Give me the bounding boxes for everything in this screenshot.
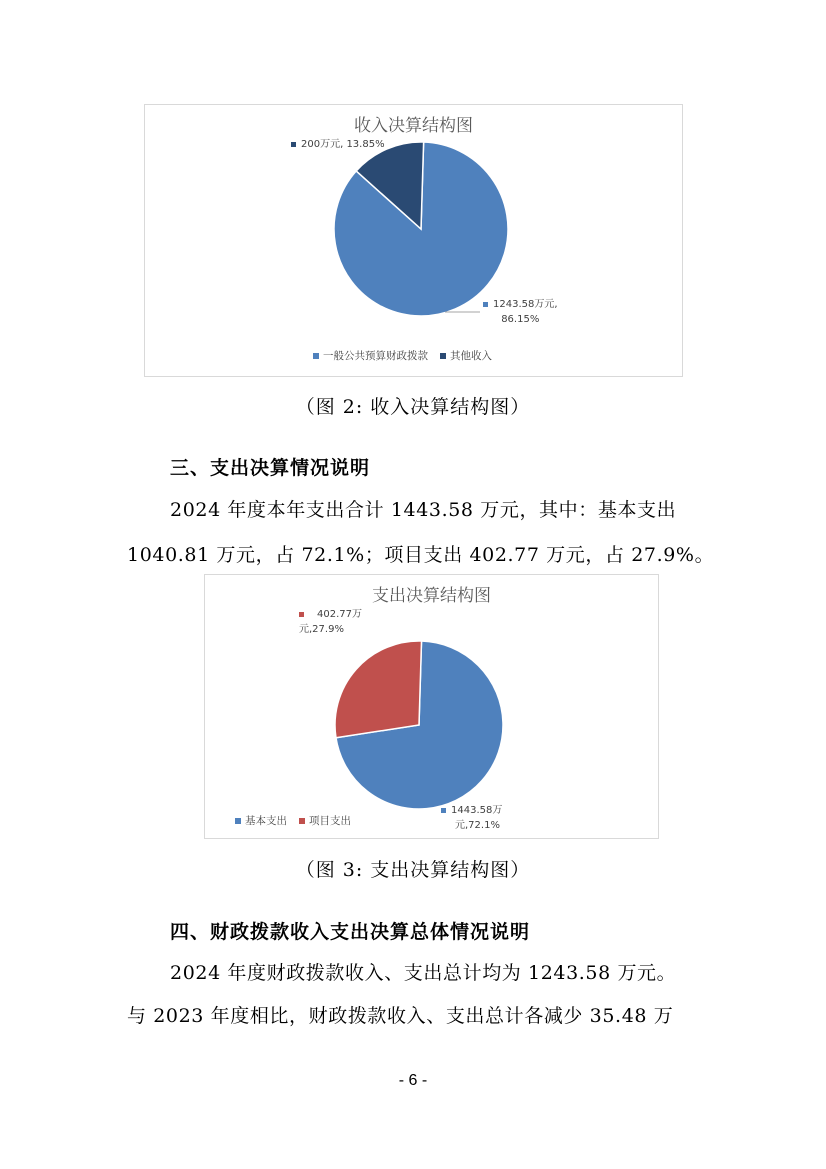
data-label-text: 86.15% [501,314,540,325]
legend-item [235,813,287,828]
legend-swatch [313,353,319,359]
label-marker [291,142,296,147]
data-label-general [483,297,558,327]
chart-legend [235,813,363,828]
data-label-project [299,607,362,637]
data-label-text: 元,27.9% [299,624,344,635]
section-heading: 三、支出决算情况说明 [170,457,371,479]
legend-item [299,813,351,828]
label-marker [299,612,304,617]
legend-swatch [299,818,305,824]
income-chart [144,104,683,377]
label-marker [483,302,488,307]
legend-label: 基本支出 [245,815,287,827]
data-label-text: 200万元, 13.85% [301,139,385,150]
paragraph-line: 1040.81 万元，占 72.1%；项目支出 402.77 万元，占 27.9%。 [127,544,715,566]
expenditure-chart [204,574,659,839]
data-label-text: 1443.58万 [451,805,503,816]
page-number: - 6 - [398,1072,428,1089]
legend-item [313,348,428,363]
paragraph-line: 2024 年度本年支出合计 1443.58 万元，其中：基本支出 [170,499,677,521]
section-heading: 四、财政拨款收入支出决算总体情况说明 [170,921,531,943]
expenditure-pie [205,575,658,838]
label-marker [441,808,446,813]
data-label-text: 402.77万 [317,609,362,620]
legend-label: 项目支出 [309,815,351,827]
legend-swatch [440,353,446,359]
chart-title: 收入决算结构图 [354,116,473,136]
figure-caption: （图 3: 支出决算结构图） [295,859,531,881]
income-pie [145,105,682,376]
paragraph-line: 与 2023 年度相比，财政拨款收入、支出总计各减少 35.48 万 [127,1005,674,1027]
data-label-text: 元,72.1% [455,820,500,831]
legend-item [440,348,492,363]
pie-slice-1 [335,641,422,738]
chart-legend [313,348,504,363]
data-label-text: 1243.58万元, [493,299,558,310]
legend-swatch [235,818,241,824]
legend-label: 一般公共预算财政拨款 [323,350,428,362]
chart-title: 支出决算结构图 [372,586,491,606]
paragraph-line: 2024 年度财政拨款收入、支出总计均为 1243.58 万元。 [170,962,677,984]
legend-label: 其他收入 [450,350,492,362]
data-label-basic [441,803,502,833]
data-label-other [291,137,385,152]
figure-caption: （图 2: 收入决算结构图） [295,396,531,418]
